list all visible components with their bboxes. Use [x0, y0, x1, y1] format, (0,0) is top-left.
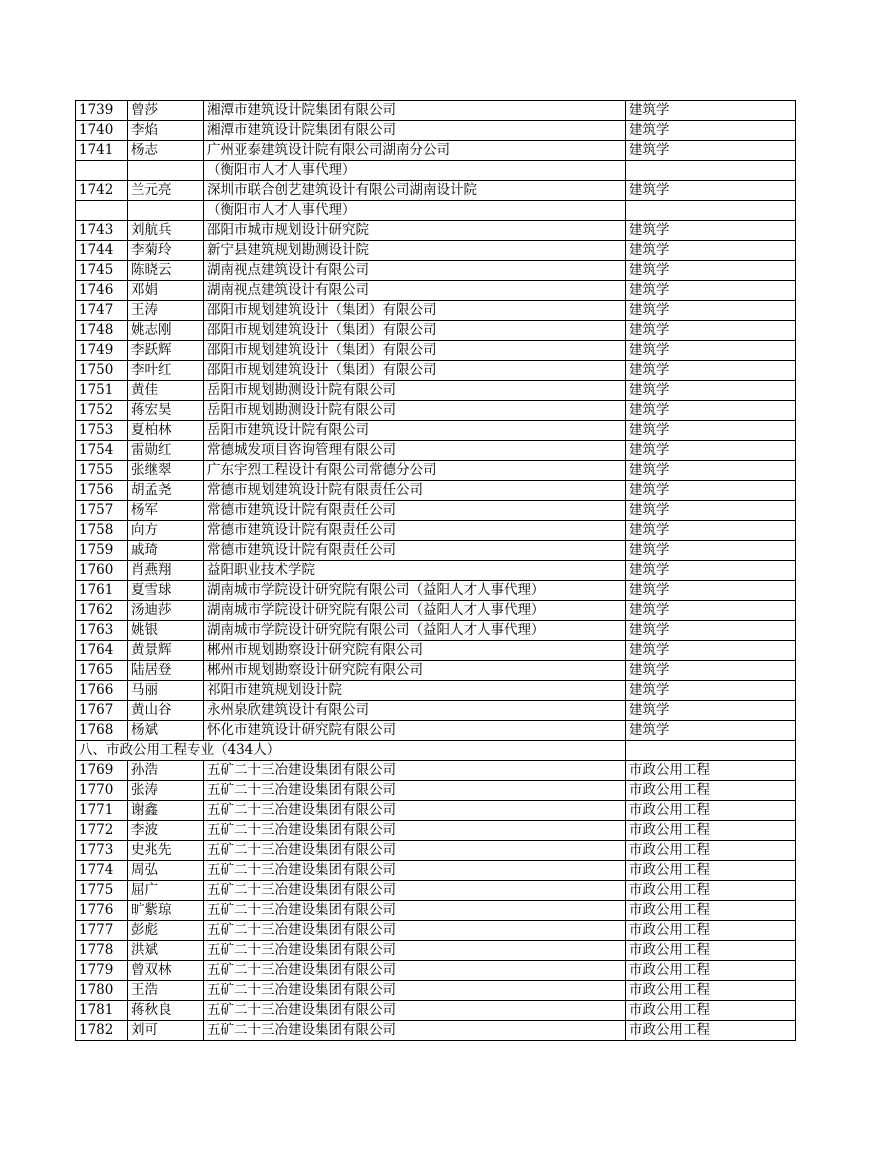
serial-number-cell: 1771: [76, 801, 128, 821]
employer-cell: 常德城发项目咨询管理有限公司: [204, 441, 626, 461]
table-row: [76, 901, 796, 921]
employer-cell: 湖南视点建筑设计有限公司: [204, 281, 626, 301]
name-cell: 陈晓云: [128, 261, 204, 281]
table-row: [76, 181, 796, 201]
table-row: [76, 261, 796, 281]
table-row: [76, 381, 796, 401]
employer-cell: 五矿二十三冶建设集团有限公司: [204, 921, 626, 941]
name-cell: 李菊玲: [128, 241, 204, 261]
major-cell: 市政公用工程: [626, 921, 796, 941]
name-cell: 洪斌: [128, 941, 204, 961]
employer-cell: 五矿二十三冶建设集团有限公司: [204, 1021, 626, 1041]
name-cell: [128, 161, 204, 181]
major-cell: 市政公用工程: [626, 901, 796, 921]
employer-cell: 常德市建筑设计院有限责任公司: [204, 521, 626, 541]
serial-number-cell: 1749: [76, 341, 128, 361]
employer-cell: 五矿二十三冶建设集团有限公司: [204, 941, 626, 961]
major-cell: 市政公用工程: [626, 1021, 796, 1041]
employer-cell: 常德市规划建筑设计院有限责任公司: [204, 481, 626, 501]
table-row: [76, 821, 796, 841]
serial-number-cell: 1739: [76, 101, 128, 121]
name-cell: 杨斌: [128, 721, 204, 741]
employer-cell: 岳阳市规划勘测设计院有限公司: [204, 401, 626, 421]
serial-number-cell: 1775: [76, 881, 128, 901]
serial-number-cell: 1756: [76, 481, 128, 501]
major-cell: 建筑学: [626, 341, 796, 361]
name-cell: 王浩: [128, 981, 204, 1001]
major-cell: 建筑学: [626, 701, 796, 721]
employer-cell: 广东宇烈工程设计有限公司常德分公司: [204, 461, 626, 481]
employer-cell: 深圳市联合创艺建筑设计有限公司湖南设计院: [204, 181, 626, 201]
employer-cell: 郴州市规划勘察设计研究院有限公司: [204, 661, 626, 681]
name-cell: 黄景辉: [128, 641, 204, 661]
major-cell: 建筑学: [626, 121, 796, 141]
table-row: [76, 861, 796, 881]
name-cell: 谢鑫: [128, 801, 204, 821]
employer-cell: 邵阳市规划建筑设计（集团）有限公司: [204, 321, 626, 341]
serial-number-cell: 1766: [76, 681, 128, 701]
table-row: [76, 541, 796, 561]
name-cell: 马丽: [128, 681, 204, 701]
major-cell: 市政公用工程: [626, 821, 796, 841]
major-cell: 建筑学: [626, 581, 796, 601]
serial-number-cell: 1752: [76, 401, 128, 421]
major-cell: 建筑学: [626, 401, 796, 421]
major-cell: 建筑学: [626, 661, 796, 681]
employer-cell: （衡阳市人才人事代理）: [204, 201, 626, 221]
serial-number-cell: 1753: [76, 421, 128, 441]
major-cell: 建筑学: [626, 181, 796, 201]
major-cell: 建筑学: [626, 521, 796, 541]
employer-cell: 湘潭市建筑设计院集团有限公司: [204, 101, 626, 121]
name-cell: 杨志: [128, 141, 204, 161]
serial-number-cell: 1770: [76, 781, 128, 801]
serial-number-cell: [76, 161, 128, 181]
roster-table-body: [76, 101, 796, 1041]
major-cell: 建筑学: [626, 221, 796, 241]
serial-number-cell: 1755: [76, 461, 128, 481]
name-cell: 夏柏林: [128, 421, 204, 441]
name-cell: 李叶红: [128, 361, 204, 381]
major-cell: 建筑学: [626, 261, 796, 281]
serial-number-cell: 1774: [76, 861, 128, 881]
table-row: [76, 761, 796, 781]
serial-number-cell: 1773: [76, 841, 128, 861]
major-cell: 市政公用工程: [626, 861, 796, 881]
section-title: 八、市政公用工程专业（434人）: [76, 741, 626, 761]
name-cell: 张继翠: [128, 461, 204, 481]
employer-cell: 邵阳市规划建筑设计（集团）有限公司: [204, 341, 626, 361]
table-row: [76, 421, 796, 441]
table-row: [76, 241, 796, 261]
employer-cell: 益阳职业技术学院: [204, 561, 626, 581]
major-cell: 建筑学: [626, 281, 796, 301]
serial-number-cell: 1751: [76, 381, 128, 401]
serial-number-cell: 1759: [76, 541, 128, 561]
table-row: [76, 501, 796, 521]
employer-cell: 岳阳市建筑设计院有限公司: [204, 421, 626, 441]
name-cell: 李跃辉: [128, 341, 204, 361]
serial-number-cell: 1761: [76, 581, 128, 601]
major-cell: 建筑学: [626, 421, 796, 441]
employer-cell: 邵阳市规划建筑设计（集团）有限公司: [204, 361, 626, 381]
serial-number-cell: 1747: [76, 301, 128, 321]
major-cell: 市政公用工程: [626, 841, 796, 861]
employer-cell: 常德市建筑设计院有限责任公司: [204, 541, 626, 561]
name-cell: 杨军: [128, 501, 204, 521]
serial-number-cell: 1777: [76, 921, 128, 941]
name-cell: 王涛: [128, 301, 204, 321]
serial-number-cell: 1780: [76, 981, 128, 1001]
name-cell: 李焰: [128, 121, 204, 141]
employer-cell: 五矿二十三冶建设集团有限公司: [204, 981, 626, 1001]
serial-number-cell: 1743: [76, 221, 128, 241]
table-row: [76, 521, 796, 541]
table-row: [76, 141, 796, 161]
name-cell: 孙浩: [128, 761, 204, 781]
employer-cell: 郴州市规划勘察设计研究院有限公司: [204, 641, 626, 661]
table-row: [76, 781, 796, 801]
serial-number-cell: 1745: [76, 261, 128, 281]
major-cell: 建筑学: [626, 441, 796, 461]
serial-number-cell: 1764: [76, 641, 128, 661]
table-row: [76, 801, 796, 821]
serial-number-cell: 1744: [76, 241, 128, 261]
table-row: [76, 221, 796, 241]
table-row: [76, 461, 796, 481]
table-row: [76, 941, 796, 961]
employer-cell: 湖南城市学院设计研究院有限公司（益阳人才人事代理）: [204, 601, 626, 621]
employer-cell: 湖南视点建筑设计有限公司: [204, 261, 626, 281]
table-row: [76, 681, 796, 701]
employer-cell: 新宁县建筑规划勘测设计院: [204, 241, 626, 261]
major-cell: 建筑学: [626, 481, 796, 501]
name-cell: 彭彪: [128, 921, 204, 941]
table-row: [76, 961, 796, 981]
name-cell: 黄佳: [128, 381, 204, 401]
name-cell: 蒋秋良: [128, 1001, 204, 1021]
table-row: [76, 481, 796, 501]
major-cell: 建筑学: [626, 361, 796, 381]
employer-cell: 五矿二十三冶建设集团有限公司: [204, 961, 626, 981]
major-cell: [626, 161, 796, 181]
name-cell: 陆居登: [128, 661, 204, 681]
table-row: [76, 101, 796, 121]
table-row: [76, 301, 796, 321]
major-cell: 建筑学: [626, 141, 796, 161]
name-cell: 屈广: [128, 881, 204, 901]
serial-number-cell: 1758: [76, 521, 128, 541]
employer-cell: 湘潭市建筑设计院集团有限公司: [204, 121, 626, 141]
name-cell: 向方: [128, 521, 204, 541]
serial-number-cell: 1781: [76, 1001, 128, 1021]
employer-cell: 岳阳市规划勘测设计院有限公司: [204, 381, 626, 401]
name-cell: 戚琦: [128, 541, 204, 561]
employer-cell: 五矿二十三冶建设集团有限公司: [204, 841, 626, 861]
serial-number-cell: 1768: [76, 721, 128, 741]
major-cell: 建筑学: [626, 461, 796, 481]
major-cell: 市政公用工程: [626, 941, 796, 961]
employer-cell: 湖南城市学院设计研究院有限公司（益阳人才人事代理）: [204, 621, 626, 641]
table-row: [76, 361, 796, 381]
major-cell: 建筑学: [626, 721, 796, 741]
major-cell: 建筑学: [626, 501, 796, 521]
major-cell: 市政公用工程: [626, 1001, 796, 1021]
serial-number-cell: 1769: [76, 761, 128, 781]
serial-number-cell: 1748: [76, 321, 128, 341]
serial-number-cell: 1757: [76, 501, 128, 521]
serial-number-cell: [76, 201, 128, 221]
serial-number-cell: 1782: [76, 1021, 128, 1041]
employer-cell: 邵阳市城市规划设计研究院: [204, 221, 626, 241]
major-cell: 建筑学: [626, 541, 796, 561]
name-cell: 邓娟: [128, 281, 204, 301]
serial-number-cell: 1760: [76, 561, 128, 581]
name-cell: 刘航兵: [128, 221, 204, 241]
table-row: [76, 621, 796, 641]
section-header-row: [76, 741, 796, 761]
employer-cell: 怀化市建筑设计研究院有限公司: [204, 721, 626, 741]
table-row: [76, 121, 796, 141]
name-cell: 黄山谷: [128, 701, 204, 721]
serial-number-cell: 1765: [76, 661, 128, 681]
table-row: [76, 641, 796, 661]
section-blank-cell: [626, 741, 796, 761]
table-row: [76, 281, 796, 301]
employer-cell: （衡阳市人才人事代理）: [204, 161, 626, 181]
major-cell: 建筑学: [626, 101, 796, 121]
name-cell: 兰元亮: [128, 181, 204, 201]
major-cell: 建筑学: [626, 301, 796, 321]
major-cell: 市政公用工程: [626, 761, 796, 781]
name-cell: 张涛: [128, 781, 204, 801]
serial-number-cell: 1741: [76, 141, 128, 161]
major-cell: 建筑学: [626, 601, 796, 621]
employer-cell: 五矿二十三冶建设集团有限公司: [204, 1001, 626, 1021]
major-cell: 市政公用工程: [626, 781, 796, 801]
name-cell: 姚志刚: [128, 321, 204, 341]
serial-number-cell: 1778: [76, 941, 128, 961]
major-cell: 建筑学: [626, 681, 796, 701]
major-cell: 市政公用工程: [626, 961, 796, 981]
serial-number-cell: 1779: [76, 961, 128, 981]
table-row: [76, 701, 796, 721]
employer-cell: 五矿二十三冶建设集团有限公司: [204, 801, 626, 821]
major-cell: 市政公用工程: [626, 981, 796, 1001]
table-row: [76, 981, 796, 1001]
table-row: [76, 661, 796, 681]
serial-number-cell: 1750: [76, 361, 128, 381]
name-cell: 史兆先: [128, 841, 204, 861]
serial-number-cell: 1772: [76, 821, 128, 841]
major-cell: 建筑学: [626, 321, 796, 341]
table-row: [76, 441, 796, 461]
employer-cell: 五矿二十三冶建设集团有限公司: [204, 901, 626, 921]
table-row: [76, 881, 796, 901]
table-row: [76, 921, 796, 941]
serial-number-cell: 1746: [76, 281, 128, 301]
table-row: [76, 601, 796, 621]
name-cell: [128, 201, 204, 221]
serial-number-cell: 1776: [76, 901, 128, 921]
table-row: [76, 581, 796, 601]
table-row: [76, 321, 796, 341]
serial-number-cell: 1740: [76, 121, 128, 141]
table-row: [76, 1001, 796, 1021]
table-row: [76, 341, 796, 361]
employer-cell: 五矿二十三冶建设集团有限公司: [204, 861, 626, 881]
major-cell: [626, 201, 796, 221]
serial-number-cell: 1767: [76, 701, 128, 721]
name-cell: 刘可: [128, 1021, 204, 1041]
name-cell: 曾双林: [128, 961, 204, 981]
employer-cell: 五矿二十三冶建设集团有限公司: [204, 821, 626, 841]
name-cell: 曾莎: [128, 101, 204, 121]
employer-cell: 五矿二十三冶建设集团有限公司: [204, 881, 626, 901]
table-row: [76, 561, 796, 581]
roster-table: [75, 100, 796, 1041]
name-cell: 汤迪莎: [128, 601, 204, 621]
serial-number-cell: 1762: [76, 601, 128, 621]
name-cell: 雷勋红: [128, 441, 204, 461]
name-cell: 旷紫琼: [128, 901, 204, 921]
table-row: [76, 841, 796, 861]
table-row: [76, 401, 796, 421]
name-cell: 肖燕翔: [128, 561, 204, 581]
major-cell: 市政公用工程: [626, 801, 796, 821]
employer-cell: 邵阳市规划建筑设计（集团）有限公司: [204, 301, 626, 321]
name-cell: 胡孟尧: [128, 481, 204, 501]
employer-cell: 广州亚泰建筑设计院有限公司湖南分公司: [204, 141, 626, 161]
employer-cell: 常德市建筑设计院有限责任公司: [204, 501, 626, 521]
table-row: [76, 1021, 796, 1041]
name-cell: 夏雪球: [128, 581, 204, 601]
major-cell: 建筑学: [626, 621, 796, 641]
employer-cell: 祁阳市建筑规划设计院: [204, 681, 626, 701]
major-cell: 建筑学: [626, 641, 796, 661]
name-cell: 姚银: [128, 621, 204, 641]
major-cell: 市政公用工程: [626, 881, 796, 901]
major-cell: 建筑学: [626, 241, 796, 261]
name-cell: 周弘: [128, 861, 204, 881]
serial-number-cell: 1763: [76, 621, 128, 641]
major-cell: 建筑学: [626, 381, 796, 401]
table-row: [76, 201, 796, 221]
employer-cell: 湖南城市学院设计研究院有限公司（益阳人才人事代理）: [204, 581, 626, 601]
employer-cell: 永州泉欣建筑设计有限公司: [204, 701, 626, 721]
serial-number-cell: 1754: [76, 441, 128, 461]
employer-cell: 五矿二十三冶建设集团有限公司: [204, 761, 626, 781]
major-cell: 建筑学: [626, 561, 796, 581]
table-row: [76, 721, 796, 741]
name-cell: 李波: [128, 821, 204, 841]
employer-cell: 五矿二十三冶建设集团有限公司: [204, 781, 626, 801]
name-cell: 蒋宏昊: [128, 401, 204, 421]
serial-number-cell: 1742: [76, 181, 128, 201]
table-row: [76, 161, 796, 181]
